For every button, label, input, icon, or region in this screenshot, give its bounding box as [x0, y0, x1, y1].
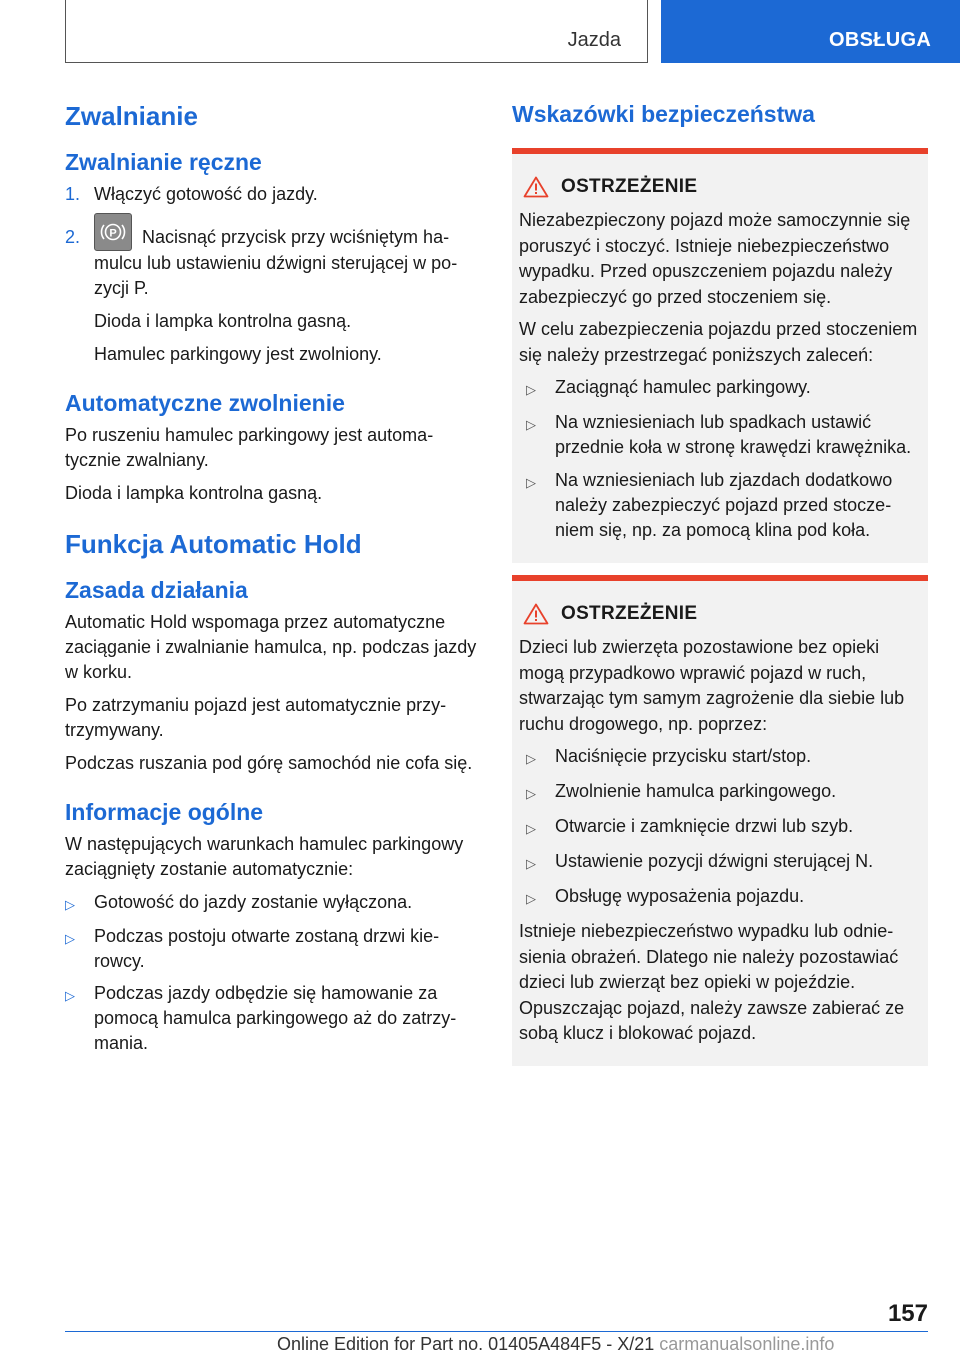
paragraph: Podczas ruszania pod górę samochód nie cofa się.: [65, 753, 473, 773]
list-item: ▷ Zaciągnąć hamulec parkingowy.: [519, 375, 921, 402]
step-1: [65, 182, 477, 207]
paragraph: Dioda i lampka kontrolna gasną.: [65, 483, 323, 503]
heading-release: Zwalnianie: [65, 101, 198, 131]
left-column: [65, 100, 477, 1063]
edition-text: Online Edition for Part no. 01405A484F5 - X/21: [277, 1334, 655, 1354]
step-number: 1.: [65, 184, 81, 204]
paragraph: W celu zabezpieczenia pojazdu przed stoczeniem się należy przestrzegać poniższych zaleceń:: [519, 319, 918, 365]
paragraph: Po zatrzymaniu pojazd jest automatycznie przytrzymywany.: [65, 695, 447, 740]
parking-brake-button-icon: [94, 213, 132, 251]
step-text: Włączyć gotowość do jazdy.: [94, 184, 318, 204]
warning-triangle-icon: [523, 603, 549, 625]
paragraph: Dzieci lub zwierzęta pozostawione bez opieki mogą przypadkowo wprawić pojazd w ruch, stwarzając tym samym zagrożenie dla siebie lub ruchu drogowego, np. poprzez:: [519, 637, 905, 734]
triangle-right-icon: ▷: [526, 417, 536, 432]
warning-list: [519, 744, 921, 911]
footer: [277, 1334, 834, 1355]
list-item: ▷ Podczas postoju otwarte zostaną drzwi kierowcy.: [65, 924, 477, 974]
heading-general-info: Informacje ogólne: [65, 799, 264, 825]
triangle-right-icon: ▷: [526, 821, 536, 836]
warning-triangle-icon: [523, 176, 549, 198]
list-item: ▷ Zwolnienie hamulca parkingowego.: [519, 779, 921, 806]
triangle-right-icon: ▷: [526, 382, 536, 397]
list-item: ▷ Na wzniesieniach lub zjazdach dodatkowo należy zabezpieczyć pojazd przed stoczeniem się, np. za pomocą klina pod koła.: [519, 468, 921, 543]
triangle-right-icon: ▷: [526, 751, 536, 766]
warning-box: [512, 575, 928, 1066]
paragraph: W następujących warunkach hamulec parkingowy zaciągnięty zostanie automatycznie:: [65, 834, 464, 879]
triangle-right-icon: ▷: [526, 475, 536, 490]
page-number: 157: [887, 1300, 928, 1327]
general-list: [65, 890, 477, 1056]
triangle-right-icon: ▷: [526, 891, 536, 906]
triangle-right-icon: ▷: [65, 988, 75, 1003]
chapter-tab[interactable]: OBSŁUGA: [661, 0, 960, 63]
heading-principle: Zasada działania: [65, 577, 248, 603]
warning-list: [519, 375, 921, 543]
step-note: Hamulec parkingowy jest zwolniony.: [94, 344, 382, 364]
heading-manual-release: Zwalnianie ręczne: [65, 149, 262, 175]
section-title: Jazda: [567, 29, 621, 51]
warning-title: OSTRZEŻENIE: [519, 603, 921, 625]
step-number: 2.: [65, 227, 81, 247]
header-box: [65, 0, 648, 63]
list-item: ▷ Podczas jazdy odbędzie się hamowanie za pomocą hamulca parkingowego aż do zatrzymania.: [65, 981, 477, 1056]
right-column: [512, 100, 928, 1078]
heading-auto-hold: Funkcja Automatic Hold: [65, 529, 362, 559]
step-note: Dioda i lampka kontrolna gasną.: [94, 311, 352, 331]
footer-divider: [65, 1331, 928, 1332]
list-item: ▷ Obsługę wyposażenia pojazdu.: [519, 884, 921, 911]
warning-title: OSTRZEŻENIE: [519, 176, 921, 198]
list-item: ▷ Na wzniesieniach lub spadkach ustawić przednie koła w stronę krawędzi krawężnika.: [519, 410, 921, 460]
paragraph: Po ruszeniu hamulec parkingowy jest automatycznie zwalniany.: [65, 425, 434, 470]
paragraph: Istnieje niebezpieczeństwo wypadku lub odniesienia obrażeń. Dlatego nie należy pozostawiać dzieci lub zwierząt bez opieki w pojeździe. Opuszczając pojazd, należy zawsze zabierać ze sobą klucz i blokować pojazd.: [519, 921, 905, 1043]
list-item: ▷ Gotowość do jazdy zostanie wyłączona.: [65, 890, 477, 917]
svg-text:P: P: [109, 227, 117, 240]
triangle-right-icon: ▷: [526, 856, 536, 871]
heading-safety: Wskazówki bezpieczeństwa: [512, 101, 815, 127]
site-link[interactable]: carmanualsonline.info: [659, 1334, 835, 1354]
list-item: ▷ Naciśnięcie przycisku start/stop.: [519, 744, 921, 771]
triangle-right-icon: ▷: [65, 897, 75, 912]
list-item: ▷ Ustawienie pozycji dźwigni sterującej N.: [519, 849, 921, 876]
triangle-right-icon: ▷: [65, 931, 75, 946]
paragraph: Niezabezpieczony pojazd może samoczynnie się poruszyć i stoczyć. Istnieje niebezpieczeństwo wypadku. Przed opuszczeniem pojazdu należy zabezpieczyć go przed stoczeniem się.: [519, 210, 911, 307]
step-body: [94, 225, 477, 301]
triangle-right-icon: ▷: [526, 786, 536, 801]
warning-box: [512, 148, 928, 563]
step-text: Nacisnąć przycisk przy wciśniętym hamulcu lub ustawieniu dźwigni sterującej w pozycji P.: [94, 227, 458, 298]
heading-auto-release: Automatyczne zwolnienie: [65, 390, 345, 416]
paragraph: Automatic Hold wspomaga przez automatyczne zaciąganie i zwalnianie hamulca, np. podczas jazdy w korku.: [65, 612, 477, 682]
step-2: [65, 225, 477, 301]
list-item: ▷ Otwarcie i zamknięcie drzwi lub szyb.: [519, 814, 921, 841]
